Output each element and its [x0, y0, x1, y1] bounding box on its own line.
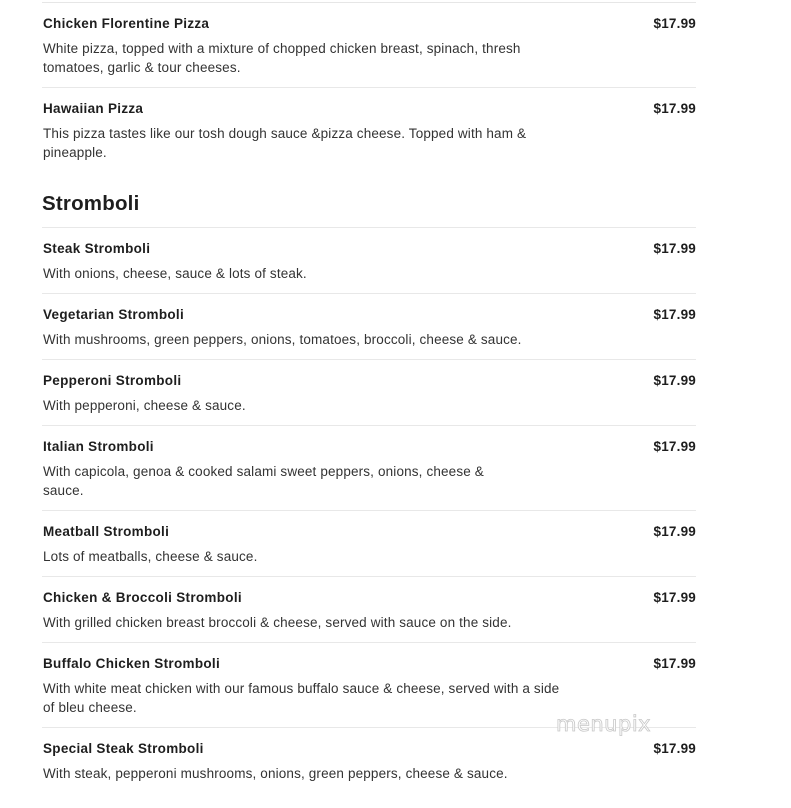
item-description: With onions, cheese, sauce & lots of steak. — [43, 266, 307, 281]
section-title-stromboli: Stromboli — [42, 172, 696, 228]
item-name: Italian Stromboli — [43, 439, 154, 454]
item-price: $17.99 — [653, 373, 696, 388]
menu-item-vegetarian-stromboli — [42, 294, 696, 360]
item-price: $17.99 — [653, 16, 696, 31]
item-price: $17.99 — [653, 590, 696, 605]
item-description: Lots of meatballs, cheese & sauce. — [43, 549, 258, 564]
item-name: Steak Stromboli — [43, 241, 151, 256]
item-name: Meatball Stromboli — [43, 524, 170, 539]
item-description: With mushrooms, green peppers, onions, tomatoes, broccoli, cheese & sauce. — [43, 332, 522, 347]
item-description: With capicola, genoa & cooked salami sweet peppers, onions, cheese & sauce. — [43, 464, 484, 498]
item-price: $17.99 — [653, 307, 696, 322]
item-name: Vegetarian Stromboli — [43, 307, 185, 322]
menu-item-italian-stromboli — [42, 426, 696, 511]
menu-item-hawaiian-pizza — [42, 88, 696, 172]
item-name: Chicken Florentine Pizza — [43, 16, 210, 31]
menu-item-meatball-stromboli — [42, 511, 696, 577]
menu-item-buffalo-chicken-stromboli — [42, 643, 696, 728]
item-name: Chicken & Broccoli Stromboli — [43, 590, 242, 605]
item-price: $17.99 — [653, 741, 696, 756]
item-price: $17.99 — [653, 439, 696, 454]
item-description: White pizza, topped with a mixture of chopped chicken breast, spinach, thresh tomatoes, garlic & tour cheeses. — [43, 41, 521, 75]
item-price: $17.99 — [653, 524, 696, 539]
item-description: With pepperoni, cheese & sauce. — [43, 398, 246, 413]
item-description: With steak, pepperoni mushrooms, onions, green peppers, cheese & sauce. — [43, 766, 508, 781]
menu-item-steak-stromboli — [42, 228, 696, 294]
item-name: Pepperoni Stromboli — [43, 373, 182, 388]
item-description: This pizza tastes like our tosh dough sauce &pizza cheese. Topped with ham & pineapple. — [43, 126, 527, 160]
item-price: $17.99 — [653, 241, 696, 256]
menu-item-chicken-florentine-pizza — [42, 3, 696, 88]
item-name: Special Steak Stromboli — [43, 741, 204, 756]
menu-item-pepperoni-stromboli — [42, 360, 696, 426]
item-description: With grilled chicken breast broccoli & cheese, served with sauce on the side. — [43, 615, 512, 630]
menu-item-special-steak-stromboli — [42, 728, 696, 794]
menu-page — [42, 0, 696, 794]
menu-item-chicken-broccoli-stromboli — [42, 577, 696, 643]
item-description: With white meat chicken with our famous buffalo sauce & cheese, served with a side of bleu cheese. — [43, 681, 560, 715]
item-name: Buffalo Chicken Stromboli — [43, 656, 221, 671]
item-name: Hawaiian Pizza — [43, 101, 144, 116]
menupix-watermark: menupix — [556, 712, 652, 736]
item-price: $17.99 — [653, 101, 696, 116]
item-price: $17.99 — [653, 656, 696, 671]
